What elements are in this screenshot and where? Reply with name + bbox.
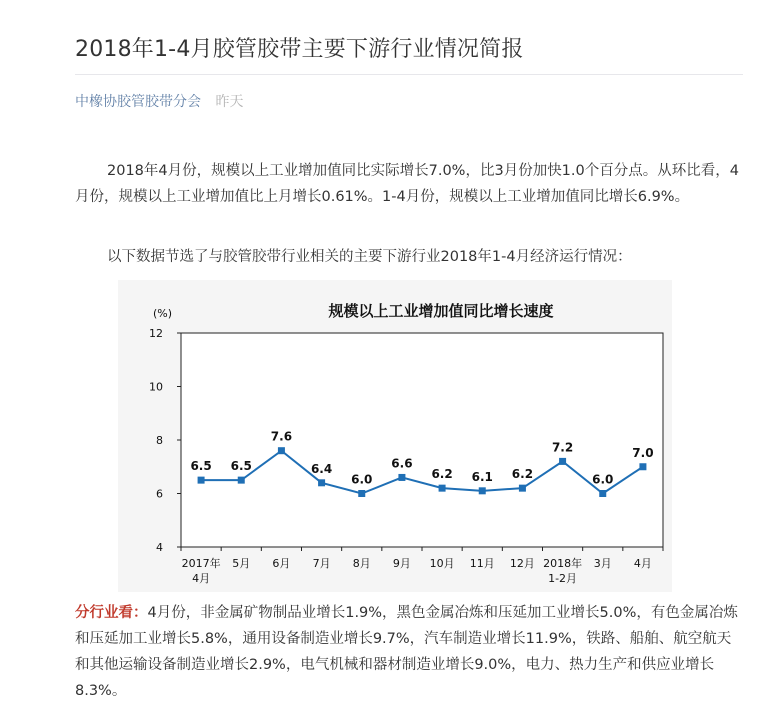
x-tick-label: 3月: [593, 557, 612, 570]
x-tick-label: 2017年: [181, 557, 221, 570]
chart-title: 规模以上工业增加值同比增长速度: [328, 302, 554, 320]
data-label: 6.6: [391, 456, 413, 471]
paragraph-industries-label: 分行业看：: [75, 605, 148, 621]
paragraph-intro: [75, 158, 743, 210]
y-tick-label: 12: [149, 327, 163, 340]
data-label: 6.4: [310, 461, 333, 476]
data-point: [238, 477, 245, 484]
data-label: 7.2: [551, 440, 574, 455]
x-tick-label: 9月: [392, 557, 411, 570]
data-label: 6.2: [431, 467, 453, 482]
data-label: 6.2: [511, 467, 534, 482]
y-tick-label: 8: [156, 434, 163, 447]
data-point: [479, 487, 486, 494]
paragraph-lead: [75, 244, 743, 270]
title-divider: [75, 74, 743, 75]
paragraph-industries: [75, 600, 743, 704]
x-tick-label: 1-2月: [548, 572, 578, 585]
chart-y-axis-label: (%): [153, 307, 173, 320]
data-point: [599, 490, 606, 497]
x-tick-label: 8月: [352, 557, 371, 570]
plot-area: [181, 333, 663, 547]
paragraph-industries-text: 4月份，非金属矿物制品业增长1.9%，黑色金属冶炼和压延加工业增长5.0%，有色金属冶炼和压延加工业增长5.8%，通用设备制造业增长9.7%，汽车制造业增长11.9%，铁路、船舶、航空航天和其他运输设备制造业增长2.9%，电气机械和器材制造业增长9.0%，电力、热力生产和供应业增长8.3%。: [75, 605, 738, 699]
data-point: [559, 458, 566, 465]
x-tick-label: 2018年: [543, 557, 583, 570]
paragraph-intro-text: 2018年4月份，规模以上工业增加值同比实际增长7.0%，比3月份加快1.0个百分点。从环比看，4月份，规模以上工业增加值比上月增长0.61%。1-4月份，规模以上工业增加值同比增长6.9%。: [75, 163, 739, 205]
line-chart: [118, 280, 672, 592]
data-point: [278, 447, 285, 454]
x-tick-label: 4月: [633, 557, 652, 570]
data-label: 6.5: [230, 459, 252, 474]
data-point: [639, 463, 646, 470]
data-point: [398, 474, 405, 481]
article-meta: [75, 91, 243, 111]
publish-date: 昨天: [215, 94, 244, 110]
data-label: 7.6: [270, 429, 293, 444]
paragraph-lead-text: 以下数据节选了与胶管胶带行业相关的主要下游行业2018年1-4月经济运行情况：: [107, 249, 632, 265]
chart-svg: [118, 280, 672, 592]
data-point: [439, 485, 446, 492]
data-label: 7.0: [632, 445, 654, 460]
article-title: 2018年1-4月胶管胶带主要下游行业情况简报: [75, 37, 524, 62]
data-label: 6.0: [592, 472, 614, 487]
x-tick-label: 6月: [272, 557, 291, 570]
x-tick-label: 4月: [192, 572, 211, 585]
x-tick-label: 12月: [509, 557, 535, 570]
y-tick-label: 4: [156, 541, 163, 554]
data-label: 6.1: [471, 469, 493, 484]
data-point: [519, 485, 526, 492]
data-point: [318, 479, 325, 486]
y-tick-label: 10: [149, 380, 163, 394]
author-link[interactable]: 中橡协胶管胶带分会: [75, 94, 201, 110]
data-label: 6.5: [190, 459, 212, 474]
data-point: [358, 490, 365, 497]
x-tick-label: 5月: [232, 557, 251, 570]
y-tick-label: 6: [156, 487, 163, 501]
x-tick-label: 7月: [312, 557, 331, 570]
x-tick-label: 10月: [429, 557, 455, 570]
data-point: [198, 477, 205, 484]
data-label: 6.0: [351, 472, 373, 487]
x-tick-label: 11月: [469, 557, 495, 570]
